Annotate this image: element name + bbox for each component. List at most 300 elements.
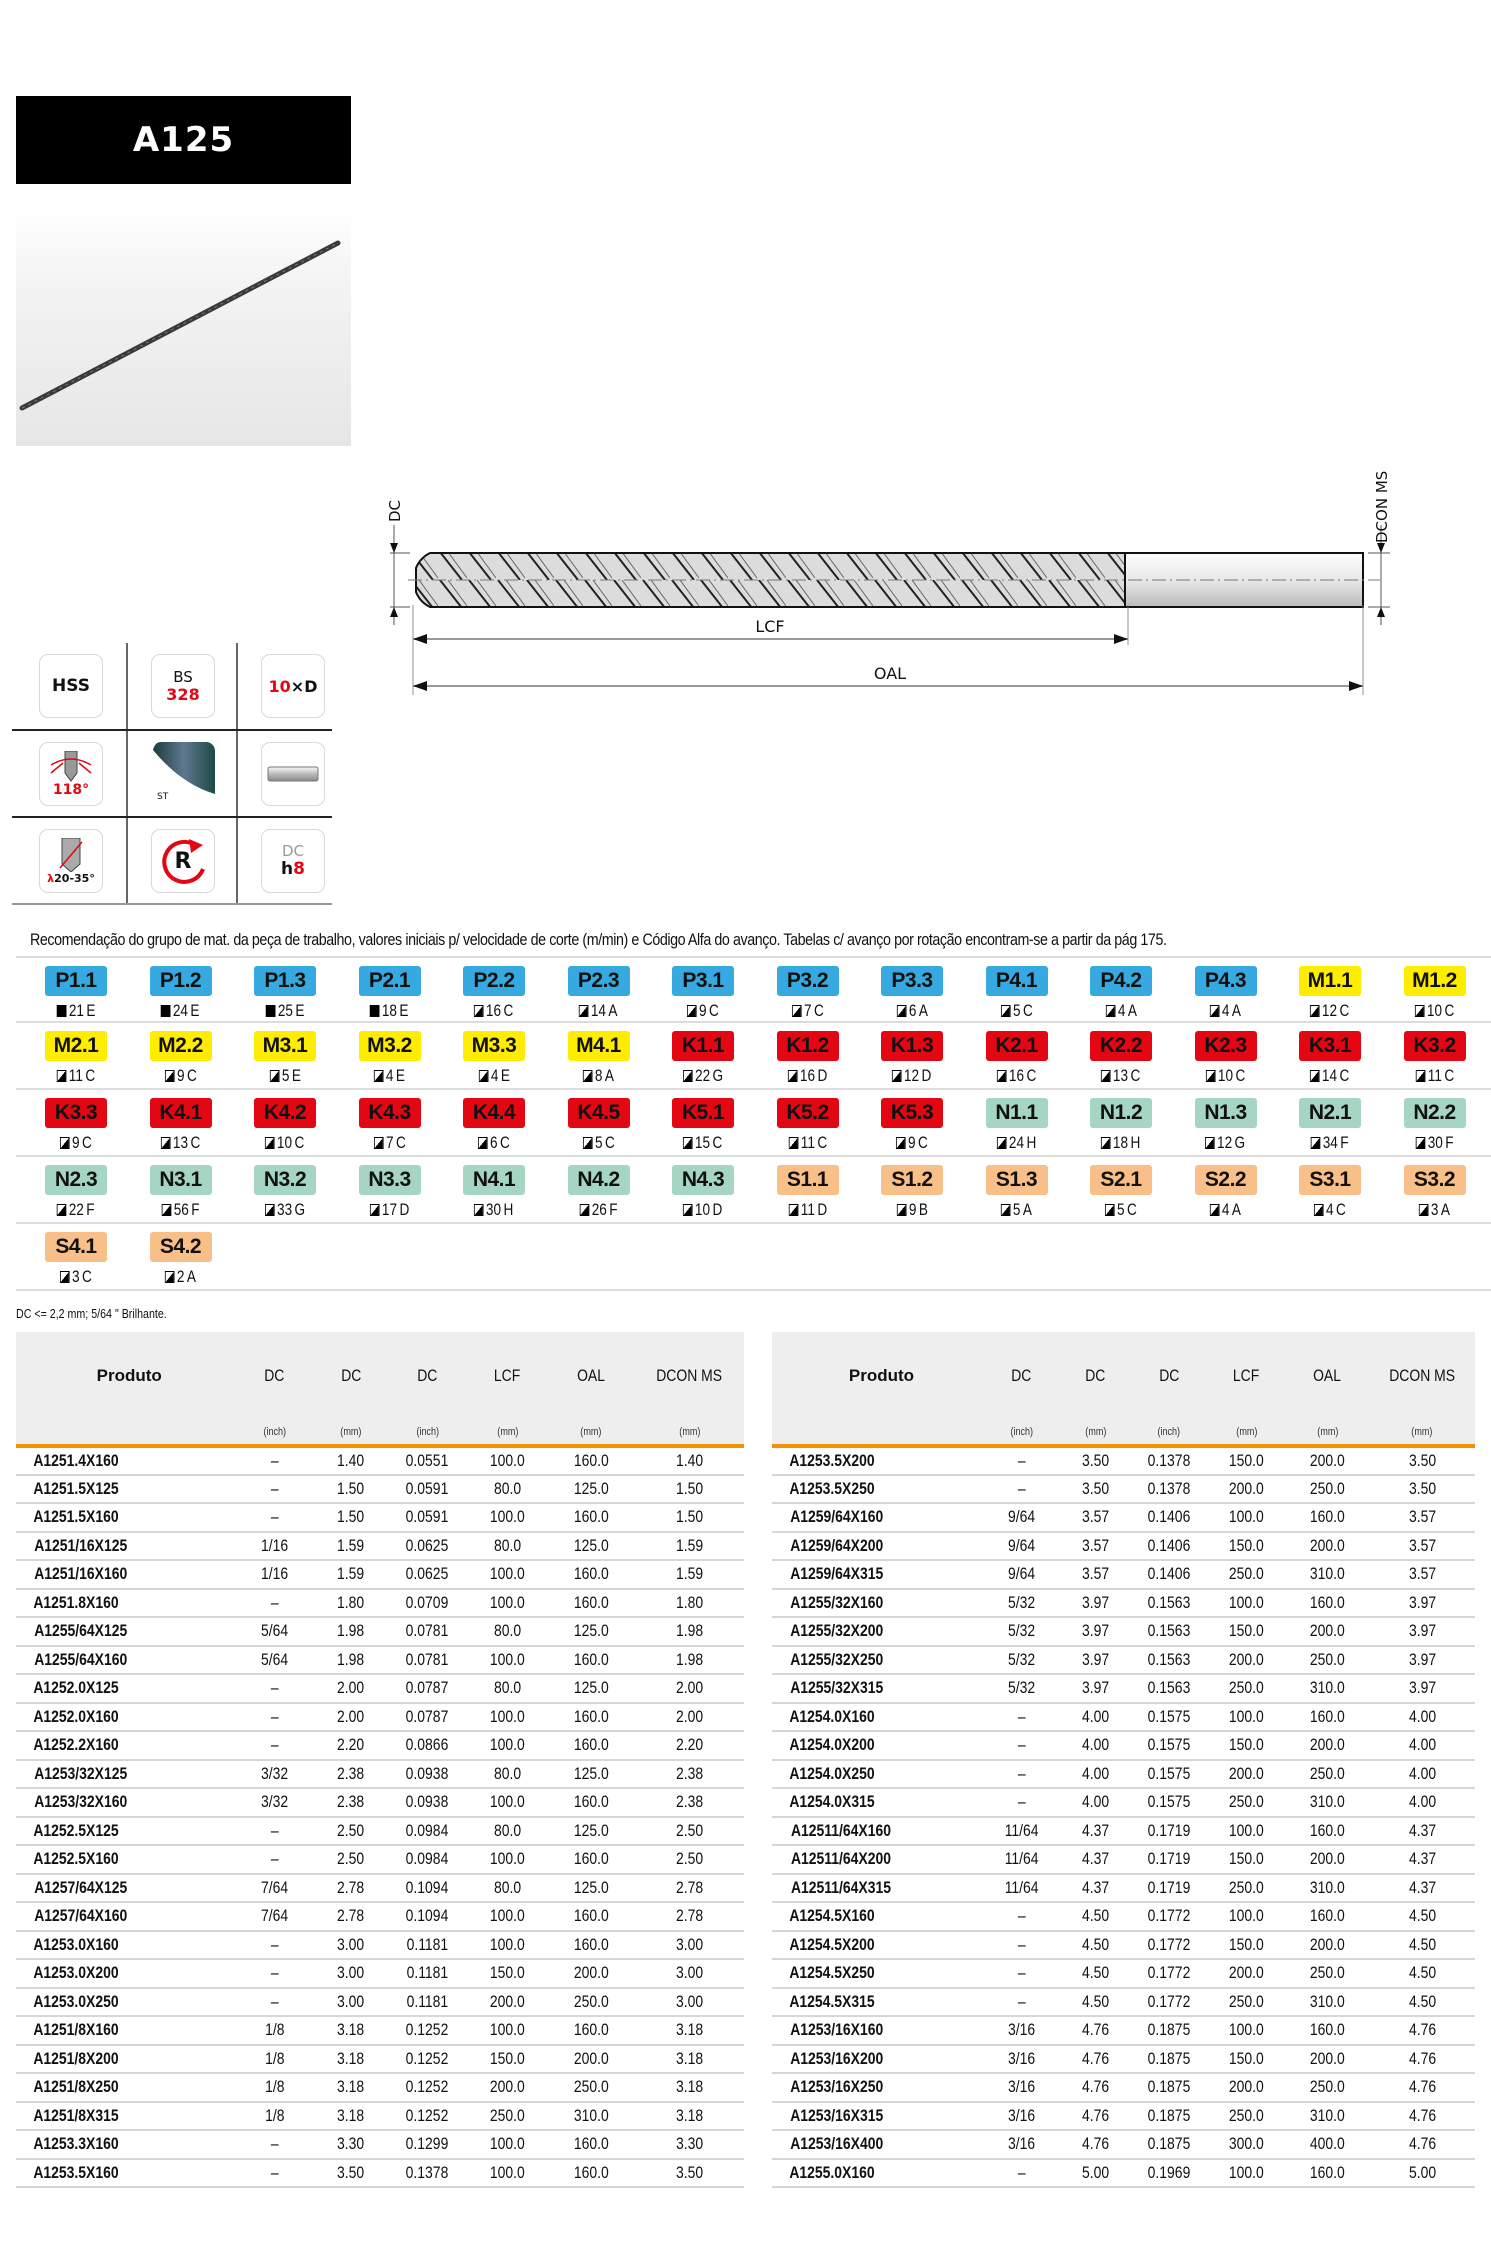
length-suffix: ×D (290, 676, 318, 696)
cutting-speed: 9 (72, 1133, 80, 1152)
product-code (16, 1475, 234, 1504)
material-value (1210, 1001, 1241, 1021)
half-square-icon (265, 1204, 275, 1216)
cell-value: 125.0 (573, 1478, 609, 1498)
cell-value: 3/16 (1007, 2020, 1036, 2040)
table-cell (1131, 1589, 1208, 1618)
cell-value: 250.0 (1309, 1649, 1345, 1669)
table-row (772, 1874, 1475, 1903)
cell-value: 100.0 (489, 1934, 525, 1954)
cell-value: 3.00 (337, 1934, 365, 1954)
material-value (165, 1066, 197, 1086)
cell-value: 0.1378 (1147, 1450, 1191, 1470)
feed-code: E (399, 1001, 409, 1020)
half-square-icon (788, 1204, 798, 1216)
material-item (1278, 966, 1382, 1021)
material-row (16, 1090, 1491, 1157)
feed-code: G (1234, 1133, 1246, 1152)
table-cell (1285, 1902, 1369, 1931)
cell-value: 250.0 (573, 2077, 609, 2097)
table-row (16, 1617, 744, 1646)
table-cell (467, 1788, 547, 1817)
half-square-icon (583, 1070, 593, 1082)
cell-value: 100.0 (1229, 2020, 1264, 2040)
cell-value: 125.0 (573, 1763, 609, 1783)
table-cell (547, 2130, 634, 2159)
cutting-speed: 56 (173, 1200, 189, 1219)
length-10xd (240, 643, 346, 729)
material-value (1206, 1066, 1245, 1086)
table-row (16, 1560, 744, 1589)
cell-value: 0.1378 (1147, 1478, 1191, 1498)
cell-value: 0.0984 (405, 1820, 449, 1840)
cell-value: A1255/32X250 (790, 1649, 884, 1669)
material-item (129, 966, 233, 1021)
table-cell (635, 1731, 744, 1760)
point-angle-icon (47, 751, 95, 783)
column-unit-label: (mm) (580, 1426, 602, 1438)
material-value (266, 1001, 305, 1021)
material-item (756, 1098, 860, 1153)
cell-value: 160.0 (573, 1706, 609, 1726)
column-unit-label: (mm) (1411, 1426, 1433, 1438)
table-cell (1208, 1446, 1285, 1475)
material-value (474, 1200, 513, 1220)
table-cell (983, 1874, 1060, 1903)
cell-value: 200.0 (1309, 1535, 1345, 1555)
table-cell (1285, 2130, 1369, 2159)
half-square-icon (997, 1137, 1007, 1149)
table-cell (1208, 2016, 1285, 2045)
material-badge: K4.5 (568, 1098, 630, 1128)
material-badge: K4.2 (254, 1098, 316, 1128)
cell-value: 160.0 (573, 1564, 609, 1584)
table-cell (234, 1788, 314, 1817)
cell-value: A1252.0X125 (33, 1678, 119, 1698)
cell-value: 2.38 (337, 1763, 365, 1783)
table-cell (387, 1959, 467, 1988)
cell-value: 160.0 (573, 2162, 609, 2182)
table-row (772, 1845, 1475, 1874)
cell-value: 1.40 (675, 1450, 703, 1470)
table-cell (1131, 1646, 1208, 1675)
half-square-icon (1419, 1204, 1429, 1216)
table-row (16, 2016, 744, 2045)
material-item (651, 1031, 755, 1086)
table-cell (467, 2016, 547, 2045)
cell-value: 3.57 (1081, 1535, 1109, 1555)
table-cell (234, 1817, 314, 1846)
cell-value: A1251.4X160 (33, 1450, 119, 1470)
table-cell (1208, 1959, 1285, 1988)
cutting-speed: 9 (908, 1200, 917, 1219)
product-code (16, 1760, 234, 1789)
material-badge: M3.3 (463, 1031, 525, 1061)
material-item (965, 1098, 1069, 1153)
product-code (16, 2016, 234, 2045)
material-value (788, 1200, 826, 1220)
product-code (772, 1731, 983, 1760)
cell-value: 200.0 (489, 1991, 525, 2011)
table-cell (983, 1703, 1060, 1732)
feed-code: C (918, 1133, 928, 1152)
half-square-icon (683, 1137, 693, 1149)
material-value (1310, 1001, 1349, 1021)
cutting-speed: 33 (276, 1200, 293, 1219)
table-cell (983, 1788, 1060, 1817)
cell-value: 160.0 (573, 1934, 609, 1954)
cell-value: 125.0 (573, 1678, 609, 1698)
tolerance-number: 8 (293, 859, 305, 879)
table-cell (314, 1874, 387, 1903)
cell-value: A1253.5X200 (789, 1450, 875, 1470)
cell-value: 160.0 (573, 1735, 609, 1755)
cell-value: 0.1563 (1147, 1649, 1191, 1669)
product-code (772, 1760, 983, 1789)
cell-value: 4.50 (1408, 1934, 1436, 1954)
cell-value: 4.50 (1408, 1963, 1436, 1983)
material-item (651, 1165, 755, 1220)
product-code (772, 1874, 983, 1903)
table-cell (314, 1532, 387, 1561)
cell-value: 150.0 (1229, 1849, 1264, 1869)
feed-code: F (1445, 1133, 1454, 1152)
table-row (772, 1503, 1475, 1532)
table-cell (635, 1845, 744, 1874)
cell-value: 1.80 (675, 1592, 703, 1612)
table-cell (387, 1532, 467, 1561)
feed-code: C (1339, 1001, 1350, 1020)
material-item (1174, 966, 1278, 1021)
table-cell (234, 1959, 314, 1988)
cutting-speed: 34 (1323, 1133, 1339, 1152)
table-cell (234, 1617, 314, 1646)
table-cell (983, 1646, 1060, 1675)
table-cell (387, 1902, 467, 1931)
table-cell (1285, 1817, 1369, 1846)
cell-value: 0.1252 (405, 2077, 449, 2097)
material-value (474, 1001, 513, 1021)
cell-value: 2.38 (675, 1792, 703, 1812)
table-cell (635, 2016, 744, 2045)
half-square-icon (687, 1005, 697, 1017)
material-badge: M1.2 (1404, 966, 1466, 996)
drill-photo-icon (16, 208, 351, 446)
cell-value: 1.98 (337, 1649, 365, 1669)
feed-code: E (295, 1001, 305, 1020)
table-cell (983, 1902, 1060, 1931)
cell-value: 160.0 (573, 1507, 609, 1527)
table-row (772, 1817, 1475, 1846)
material-badge: S1.3 (986, 1165, 1048, 1195)
feed-code: C (712, 1133, 723, 1152)
cutting-speed: 5 (1012, 1001, 1021, 1020)
table-cell (1060, 1760, 1130, 1789)
table-cell (1370, 1703, 1475, 1732)
material-item (547, 1031, 651, 1086)
table-cell (387, 1646, 467, 1675)
material-value (580, 1200, 618, 1220)
cell-value: 0.0938 (405, 1792, 449, 1812)
cell-value: – (270, 1706, 279, 1726)
table-cell (1131, 2130, 1208, 2159)
feed-code: H (1130, 1133, 1141, 1152)
cell-value: A1253.3X160 (33, 2134, 119, 2154)
cell-value: 2.78 (675, 1906, 703, 1926)
full-square-icon (266, 1005, 276, 1017)
table-cell (314, 1560, 387, 1589)
table-cell (467, 1475, 547, 1504)
column-unit-label: (inch) (416, 1426, 439, 1438)
cell-value: 3.00 (675, 1934, 703, 1954)
feed-code: G (712, 1066, 724, 1085)
table-row (772, 1475, 1475, 1504)
material-value (1001, 1200, 1032, 1220)
material-badge: P3.1 (672, 966, 734, 996)
cell-value: 200.0 (1309, 1849, 1345, 1869)
material-badge: M2.2 (150, 1031, 212, 1061)
cell-value: A1251.5X160 (33, 1507, 119, 1527)
coating-label: ST (157, 792, 169, 802)
column-header-label: DCON MS (656, 1366, 723, 1385)
material-badge: K3.1 (1299, 1031, 1361, 1061)
table-cell (234, 1532, 314, 1561)
material-value (162, 1200, 200, 1220)
cell-value: 3.30 (337, 2134, 365, 2154)
feed-code: E (500, 1066, 510, 1085)
material-value (1205, 1133, 1245, 1153)
table-cell (1131, 1731, 1208, 1760)
cell-value: – (1017, 1991, 1026, 2011)
cell-value: 0.1875 (1147, 2020, 1191, 2040)
product-code (16, 1988, 234, 2017)
feed-code: E (395, 1066, 406, 1085)
cutting-speed: 9 (699, 1001, 707, 1020)
table-cell (1131, 1874, 1208, 1903)
table-cell (1370, 2130, 1475, 2159)
cell-value: 250.0 (1229, 2105, 1264, 2125)
half-square-icon (1415, 1070, 1425, 1082)
table-cell (1285, 1874, 1369, 1903)
cell-value: 11/64 (1004, 1849, 1039, 1869)
half-square-icon (788, 1070, 798, 1082)
table-cell (387, 1503, 467, 1532)
material-item (24, 1232, 128, 1287)
table-cell (387, 1674, 467, 1703)
table-row (772, 1959, 1475, 1988)
cell-value: 3.18 (337, 2105, 365, 2125)
cutting-speed: 3 (1430, 1200, 1439, 1219)
table-row (772, 2073, 1475, 2102)
material-value (788, 1066, 827, 1086)
table-cell (467, 1646, 547, 1675)
product-code (772, 1931, 983, 1960)
half-square-icon (683, 1070, 693, 1082)
half-square-icon (370, 1204, 380, 1216)
cell-value: 150.0 (1229, 1535, 1264, 1555)
material-badge: P1.2 (150, 966, 212, 996)
half-square-icon (161, 1137, 171, 1149)
table-cell (1370, 1560, 1475, 1589)
cell-value: – (270, 2134, 279, 2154)
table-header-row (772, 1332, 1475, 1420)
cutting-speed: 15 (695, 1133, 711, 1152)
table-cell (314, 1845, 387, 1874)
column-unit-label: (inch) (1157, 1426, 1181, 1438)
table-cell (314, 1731, 387, 1760)
cell-value: 0.1772 (1147, 1991, 1191, 2011)
material-value (997, 1066, 1036, 1086)
table-cell (1208, 1674, 1285, 1703)
cell-value: 160.0 (573, 1649, 609, 1669)
feed-code: C (395, 1133, 406, 1152)
half-square-icon (580, 1204, 590, 1216)
column-unit-label: (mm) (1084, 1426, 1106, 1438)
half-square-icon (1105, 1005, 1115, 1017)
table-cell (1060, 1988, 1130, 2017)
half-square-icon (896, 1137, 906, 1149)
material-item (24, 966, 128, 1021)
half-square-icon (579, 1005, 589, 1017)
table-cell (387, 1589, 467, 1618)
material-value (1419, 1200, 1450, 1220)
table-row (772, 1731, 1475, 1760)
cell-value: 3/16 (1007, 2048, 1036, 2068)
cell-value: 0.0787 (405, 1678, 449, 1698)
helix-angle-value: 20-35° (54, 871, 95, 885)
material-item (129, 1232, 233, 1287)
table-cell (1370, 1475, 1475, 1504)
half-square-icon (1105, 1204, 1115, 1216)
table-row (16, 1788, 744, 1817)
table-cell (547, 1703, 634, 1732)
table-cell (387, 1988, 467, 2017)
cell-value: 3/16 (1007, 2077, 1036, 2097)
feed-code: A (1231, 1200, 1242, 1219)
cell-value: 200.0 (489, 2077, 525, 2097)
material-value (896, 1001, 927, 1021)
material-value (1415, 1066, 1453, 1086)
cutting-speed: 11 (68, 1066, 83, 1085)
cell-value: 0.1719 (1147, 1820, 1191, 1840)
material-item (1174, 1165, 1278, 1220)
material-item (547, 966, 651, 1021)
half-square-icon (1311, 1137, 1321, 1149)
table-cell (1370, 1931, 1475, 1960)
cell-value: 150.0 (1229, 2048, 1264, 2068)
table-cell (387, 1931, 467, 1960)
feed-code: E (291, 1066, 301, 1085)
table-cell (234, 1703, 314, 1732)
material-value (1210, 1200, 1241, 1220)
column-unit (1285, 1420, 1369, 1446)
cell-value: A1254.5X315 (789, 1991, 875, 2011)
cell-value: 200.0 (1229, 1763, 1264, 1783)
cell-value: 2.50 (337, 1820, 365, 1840)
material-value (165, 1267, 196, 1287)
cell-value: – (270, 2162, 279, 2182)
table-cell (387, 1788, 467, 1817)
material-value (1311, 1133, 1349, 1153)
table-cell (1208, 1532, 1285, 1561)
table-cell (1285, 1475, 1369, 1504)
table-cell (1131, 1902, 1208, 1931)
material-item (233, 1031, 337, 1086)
table-cell (1370, 2045, 1475, 2074)
cutting-speed: 9 (908, 1133, 916, 1152)
dcon-ms-label: DCON MS (1373, 470, 1391, 543)
table-row (16, 2102, 744, 2131)
table-cell (234, 2159, 314, 2188)
cell-value: 0.0781 (405, 1649, 449, 1669)
table-row (16, 1731, 744, 1760)
material-item (651, 1098, 755, 1153)
cell-value: 0.1181 (406, 1991, 449, 2011)
table-cell (467, 1845, 547, 1874)
cell-value: 0.1181 (406, 1963, 449, 1983)
table-cell (1285, 1560, 1369, 1589)
half-square-icon (1210, 1204, 1220, 1216)
table-cell (635, 1446, 744, 1475)
cell-value: 1.40 (337, 1450, 365, 1470)
table-row (16, 1503, 744, 1532)
cell-value: A1259/64X315 (790, 1564, 884, 1584)
cell-value: A1257/64X125 (34, 1877, 128, 1897)
material-item (547, 1098, 651, 1153)
table-cell (387, 1760, 467, 1789)
column-unit-label: (mm) (1235, 1426, 1258, 1438)
cell-value: 4.76 (1081, 2020, 1109, 2040)
cell-value: 0.1772 (1147, 1906, 1191, 1926)
material-badge: N4.1 (463, 1165, 525, 1195)
cell-value: A1255/32X315 (790, 1678, 884, 1698)
cell-value: 310.0 (1309, 1877, 1345, 1897)
cell-value: A12511/64X315 (790, 1877, 891, 1897)
cell-value: 4.50 (1081, 1934, 1109, 1954)
material-value (1416, 1133, 1454, 1153)
table-cell (314, 2159, 387, 2188)
table-cell (635, 1560, 744, 1589)
product-code (772, 2045, 983, 2074)
table-cell (467, 1874, 547, 1903)
cell-value: A1255.0X160 (789, 2162, 875, 2182)
material-badge: M3.1 (254, 1031, 316, 1061)
cell-value: 3.97 (1081, 1621, 1109, 1641)
material-value (370, 1200, 409, 1220)
table-row (16, 1674, 744, 1703)
table-cell (1208, 2159, 1285, 2188)
material-value (997, 1133, 1036, 1153)
cell-value: A1253/32X125 (34, 1763, 128, 1783)
table-cell (1208, 1817, 1285, 1846)
cell-value: 250.0 (1309, 1763, 1345, 1783)
feed-code: C (1443, 1066, 1454, 1085)
cell-value: – (1017, 1706, 1026, 1726)
material-badge: N1.1 (986, 1098, 1048, 1128)
column-unit (1208, 1420, 1285, 1446)
cell-value: 100.0 (489, 1507, 525, 1527)
table-cell (1060, 1589, 1130, 1618)
table-cell (1060, 1902, 1130, 1931)
cell-value: 4.00 (1408, 1763, 1436, 1783)
helix-symbol: λ (47, 871, 55, 885)
material-value (1105, 1001, 1136, 1021)
cell-value: 100.0 (489, 1450, 525, 1470)
cell-value: A1257/64X160 (34, 1906, 128, 1926)
material-badge: K5.2 (777, 1098, 839, 1128)
table-cell (547, 1560, 634, 1589)
cell-value: 200.0 (1309, 1735, 1345, 1755)
